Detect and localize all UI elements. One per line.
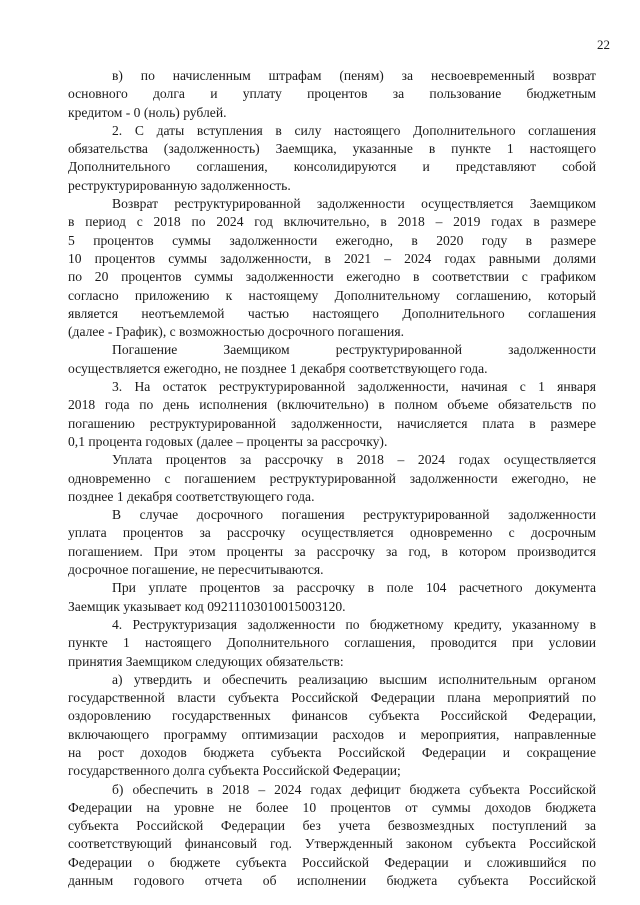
text-line: соответствующий финансовый год. Утвержденный законом субъекта Российской <box>68 836 596 852</box>
text-line: При уплате процентов за рассрочку в поле 104 расчетного документа <box>112 580 596 596</box>
text-line: кредитом - 0 (ноль) рублей. <box>68 104 227 120</box>
text-line: согласно приложению к настоящему Дополнительному соглашению, который <box>68 287 596 303</box>
text-line: 5 процентов суммы задолженности ежегодно, в 2020 году в размере <box>68 232 596 248</box>
text-line: досрочное погашение, не пересчитываются. <box>68 562 324 578</box>
text-line: субъекта Российской Федерации без учета безвозмездных поступлений за <box>68 818 596 834</box>
text-line: 2018 года по день исполнения (включительно) в полном объеме обязательств по <box>68 397 596 413</box>
text-line: одновременно с погашением реструктурированной задолженности ежегодно, не <box>68 470 596 486</box>
text-line: Федерации на уровне не более 10 процентов от суммы доходов бюджета <box>68 799 596 815</box>
text-line: на рост доходов бюджета субъекта Российской Федерации и сокращение <box>68 744 596 760</box>
document-body <box>68 67 596 890</box>
text-line: а) утвердить и обеспечить реализацию высшим исполнительным органом <box>112 671 596 687</box>
text-line: по 20 процентов суммы задолженности ежегодно в соответствии с графиком <box>68 269 596 285</box>
text-line: позднее 1 декабря соответствующего года. <box>68 488 315 504</box>
text-line: погашению реструктурированной задолженности, начисляется плата в размере <box>68 415 596 431</box>
text-line: Погашение Заемщиком реструктурированной задолженности <box>112 342 596 358</box>
text-line: 0,1 процента годовых (далее – проценты за рассрочку). <box>68 433 388 449</box>
text-line: пункте 1 настоящего Дополнительного соглашения, проводится при условии <box>68 635 596 651</box>
text-line: Дополнительного соглашения, консолидируются и представляют собой <box>68 159 596 175</box>
text-line: 2. С даты вступления в силу настоящего Дополнительного соглашения <box>112 122 596 138</box>
text-line: реструктурированную задолженность. <box>68 177 291 193</box>
text-line: принятия Заемщиком следующих обязательств: <box>68 653 344 669</box>
text-line: Возврат реструктурированной задолженности осуществляется Заемщиком <box>112 196 596 212</box>
text-line: В случае досрочного погашения реструктурированной задолженности <box>112 507 596 523</box>
text-line: государственной власти субъекта Российской Федерации плана мероприятий по <box>68 690 596 706</box>
text-line: государственного долга субъекта Российской Федерации; <box>68 763 401 779</box>
text-line: 3. На остаток реструктурированной задолженности, начиная с 1 января <box>112 379 596 395</box>
text-line: Уплата процентов за рассрочку в 2018 – 2024 годах осуществляется <box>112 452 596 468</box>
text-line: 10 процентов суммы задолженности, в 2021 – 2024 годах равными долями <box>68 250 596 266</box>
text-line: уплата процентов за рассрочку осуществляется одновременно с досрочным <box>68 525 596 541</box>
text-line: оздоровлению государственных финансов субъекта Российской Федерации, <box>68 708 596 724</box>
text-line: б) обеспечить в 2018 – 2024 годах дефицит бюджета субъекта Российской <box>112 781 596 797</box>
text-line: включающего программу оптимизации расходов и мероприятия, направленные <box>68 726 596 742</box>
text-line: Федерации о бюджете субъекта Российской Федерации и сложившийся по <box>68 854 596 870</box>
text-line: погашением. При этом проценты за рассрочку за год, в котором производится <box>68 543 596 559</box>
page-number: 22 <box>597 37 610 52</box>
text-line: (далее - График), с возможностью досрочного погашения. <box>68 324 404 340</box>
text-line: в) по начисленным штрафам (пеням) за несвоевременный возврат <box>112 68 596 83</box>
text-line: Заемщик указывает код 09211103010015003120. <box>68 598 346 614</box>
text-line: основного долга и уплату процентов за пользование бюджетным <box>68 86 596 102</box>
text-line: осуществляется ежегодно, не позднее 1 декабря соответствующего года. <box>68 360 488 376</box>
text-line: 4. Реструктуризация задолженности по бюджетному кредиту, указанному в <box>112 616 596 632</box>
text-line: является неотъемлемой частью настоящего Дополнительного соглашения <box>68 305 596 321</box>
text-line: в период с 2018 по 2024 год включительно, в 2018 – 2019 годах в размере <box>68 214 596 230</box>
text-line: обязательства (задолженность) Заемщика, указанные в пункте 1 настоящего <box>68 141 596 157</box>
text-line: данным годового отчета об исполнении бюджета субъекта Российской <box>68 873 596 889</box>
